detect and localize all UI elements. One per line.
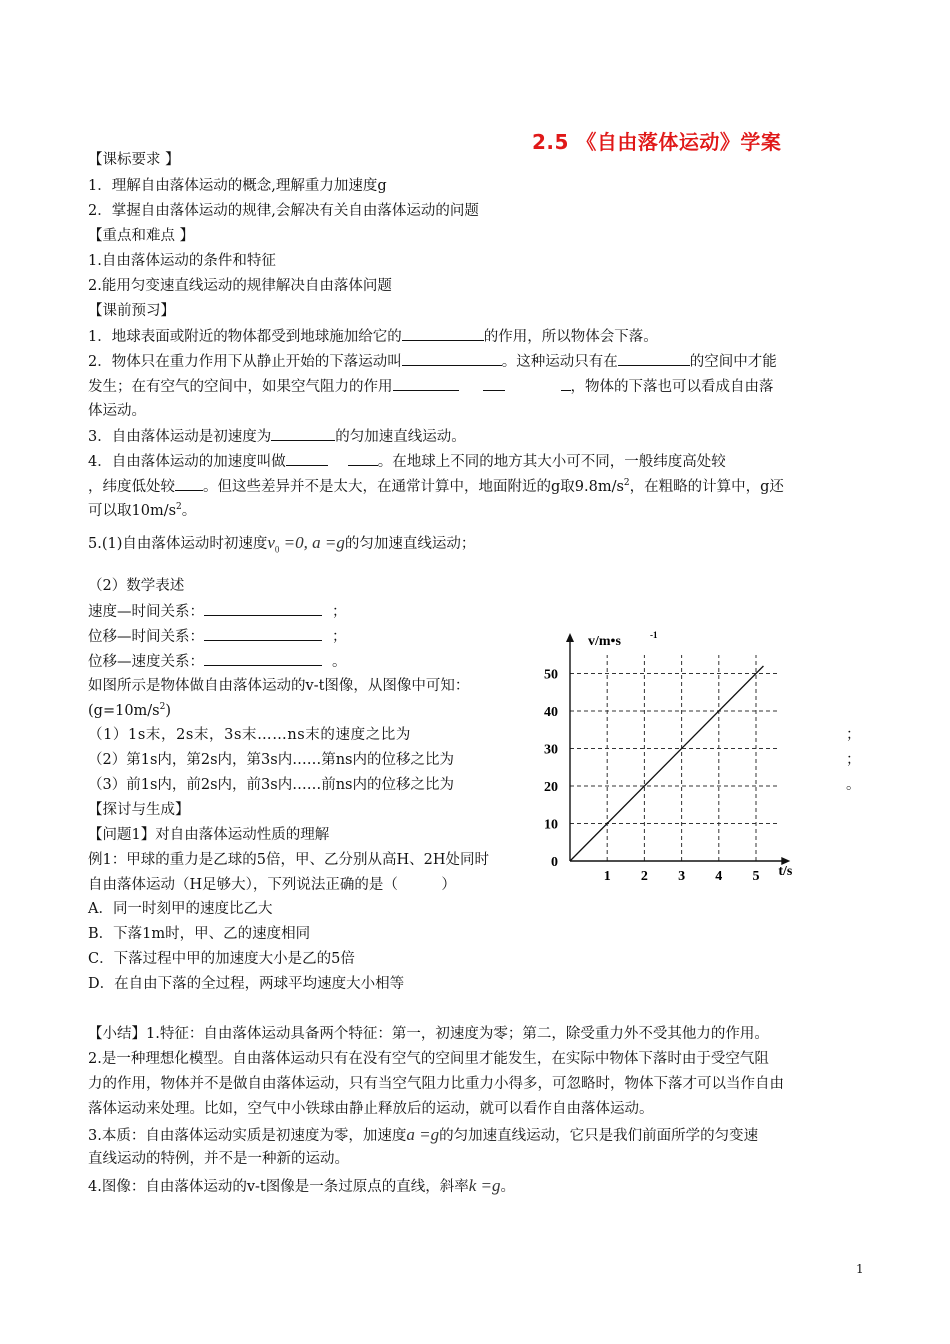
summary-7-formula: k =g xyxy=(468,1176,501,1195)
q2-blank-3[interactable] xyxy=(393,376,459,391)
requirement-2: 2．掌握自由落体运动的规律,会解决有关自由落体运动的问题 xyxy=(88,203,479,219)
preview-question-3 xyxy=(88,426,466,447)
q5-formula: $v_0 =0$, a =g xyxy=(267,533,345,555)
q4-text-c: ，纬度低处较 xyxy=(88,479,175,495)
q4-blank-1[interactable] xyxy=(286,451,328,466)
series-line-v xyxy=(570,666,763,861)
q5-text-b: 的匀加速直线运动； xyxy=(344,536,476,552)
q2-text-a: 2．物体只在重力作用下从静止开始的下落运动叫 xyxy=(88,354,402,370)
preview-question-4-end: 可以取$10m/s^2$。 xyxy=(88,502,197,519)
q2-text-b: 。这种运动只有在 xyxy=(501,354,618,370)
x-axis-label: t/s xyxy=(778,864,793,879)
q2-text-c: 的空间中才能 xyxy=(689,354,777,370)
preview-question-2 xyxy=(88,351,777,372)
summary-7-text-a: 4.图像：自由落体运动的v-t图像是一条过原点的直线，斜率 xyxy=(88,1179,469,1195)
preview-question-1 xyxy=(88,326,658,347)
displacement-time-label: 位移—时间关系： xyxy=(88,629,204,645)
g-value-text: (g=10m/s xyxy=(88,703,160,719)
option-a: A．同一时刻甲的速度比乙大 xyxy=(88,901,273,917)
problem-1-title: 【问题1】对自由落体运动性质的理解 xyxy=(88,827,330,843)
option-d: D．在自由下落的全过程，两球平均速度大小相等 xyxy=(88,976,405,992)
displacement-velocity-blank[interactable] xyxy=(204,651,322,666)
q5-math-expr-label: （2）数学表述 xyxy=(88,578,185,594)
displacement-velocity-label: 位移—速度关系： xyxy=(88,654,204,670)
preview-question-4-cont: ，纬度低处较 。但这些差异并不是太大，在通常计算中，地面附近的g取$9.8m/s^2$，在粗略的计算中，g还 xyxy=(88,476,784,497)
summary-line-7 xyxy=(88,1176,515,1197)
vt-chart xyxy=(538,630,798,890)
ratio-question-1: （1）1s末，2s末，3s末……ns末的速度之比为 xyxy=(88,727,412,743)
q4-text-a: 4．自由落体运动的加速度叫做 xyxy=(88,454,286,470)
q4-blank-2[interactable] xyxy=(348,451,378,466)
q2-blank-4[interactable] xyxy=(483,376,505,391)
requirement-1: 1．理解自由落体运动的概念,理解重力加速度g xyxy=(88,178,387,194)
origin-label: 0 xyxy=(551,855,558,870)
q4-text-g: 。 xyxy=(181,503,197,519)
x-tick-label-1: 1 xyxy=(603,869,611,884)
summary-5-text-a: 3.本质：自由落体运动实质是初速度为零，加速度 xyxy=(88,1128,407,1144)
q4-text-b: 。在地球上不同的地方其大小可不同，一般纬度高处较 xyxy=(377,454,726,470)
summary-line-3: 力的作用，物体并不是做自由落体运动，只有当空气阻力比重力小得多，可忽略时，物体下落才可以当作自由 xyxy=(88,1076,784,1092)
x-tick-label-3: 3 xyxy=(678,869,686,884)
page-title: 2.5 《自由落体运动》学案 xyxy=(532,130,782,154)
q2-text-f: 体运动。 xyxy=(88,403,146,419)
ratio-1-end: ； xyxy=(846,727,861,743)
q3-blank[interactable] xyxy=(271,426,335,441)
q1-text-b: 的作用，所以物体会下落。 xyxy=(483,329,658,345)
preview-question-5 xyxy=(88,533,475,559)
q1-blank[interactable] xyxy=(402,326,484,341)
section-header-requirements: 【课标要求 】 xyxy=(88,152,180,168)
velocity-time-label: 速度—时间关系： xyxy=(88,604,204,620)
section-header-key-points: 【重点和难点 】 xyxy=(88,228,195,244)
displacement-time-row xyxy=(88,626,347,647)
y-tick-label-20: 20 xyxy=(544,780,558,795)
velocity-time-blank[interactable] xyxy=(204,601,322,616)
q2-blank-2[interactable] xyxy=(618,351,690,366)
semicolon: ； xyxy=(332,604,347,620)
option-c: C．下落过程中甲的加速度大小是乙的5倍 xyxy=(88,951,355,967)
displacement-velocity-row xyxy=(88,651,347,672)
y-axis-label: v/m•s xyxy=(588,634,621,649)
x-tick-label-2: 2 xyxy=(640,869,648,884)
ratio-2-end: ； xyxy=(846,752,861,768)
key-point-1: 1.自由落体运动的条件和特征 xyxy=(88,253,276,269)
q3-text-a: 3．自由落体运动是初速度为 xyxy=(88,429,272,445)
figure-intro: 如图所示是物体做自由落体运动的v-t图像，从图像中可知： xyxy=(88,678,470,694)
semicolon: ； xyxy=(332,629,347,645)
section-header-discussion: 【探讨与生成】 xyxy=(88,802,190,818)
y-tick-label-10: 10 xyxy=(544,817,558,833)
example-1-line-2: 自由落体运动（H足够大），下列说法正确的是（ ） xyxy=(88,877,456,893)
y-axis-label-superscript: -1 xyxy=(650,630,658,640)
velocity-time-row xyxy=(88,601,347,622)
q2-text-e: ，物体的下落也可以看成自由落 xyxy=(570,379,774,395)
period: 。 xyxy=(332,654,347,670)
summary-line-5 xyxy=(88,1125,758,1146)
summary-line-1: 【小结】1.特征：自由落体运动具备两个特征：第一，初速度为零；第二，除受重力外不受其他力的作用。 xyxy=(88,1026,769,1042)
q4-blank-3[interactable] xyxy=(175,476,203,491)
q4-text-f: 可以取10m/s xyxy=(88,503,177,519)
preview-question-4 xyxy=(88,451,726,472)
y-tick-label-50: 50 xyxy=(544,667,558,683)
y-axis-arrow xyxy=(566,633,574,642)
summary-line-2: 2.是一种理想化模型。自由落体运动只有在没有空气的空间里才能发生，在实际中物体下落时由于受空气阻 xyxy=(88,1051,769,1067)
g-value-close: ) xyxy=(165,703,172,719)
page-number: 1 xyxy=(856,1262,864,1276)
option-b: B．下落1m时，甲、乙的速度相同 xyxy=(88,926,311,942)
preview-question-2-cont xyxy=(88,376,774,397)
q4-text-e: ，在粗略的计算中，g还 xyxy=(629,479,784,495)
x-tick-label-4: 4 xyxy=(715,869,723,884)
figure-g-value: $(g=10m/s^2)$ xyxy=(88,702,172,719)
y-tick-label-40: 40 xyxy=(544,705,558,720)
example-1-line-1: 例1：甲球的重力是乙球的5倍，甲、乙分别从高H、2H处同时 xyxy=(88,852,489,868)
q2-text-d: 发生；在有空气的空间中，如果空气阻力的作用 xyxy=(88,379,393,395)
q1-text-a: 1．地球表面或附近的物体都受到地球施加给它的 xyxy=(88,329,402,345)
q4-text-d: 。但这些差异并不是太大，在通常计算中，地面附近的g取9.8m/s xyxy=(203,479,624,495)
summary-7-text-b: 。 xyxy=(500,1179,516,1195)
q2-blank-5[interactable] xyxy=(561,376,571,391)
section-header-preview: 【课前预习】 xyxy=(88,303,175,319)
q5-text-a: 5.(1)自由落体运动时初速度 xyxy=(88,536,268,552)
summary-5-formula: a =g xyxy=(406,1125,440,1144)
ratio-question-2: （2）第1s内，第2s内，第3s内……第ns内的位移之比为 xyxy=(88,752,455,768)
summary-5-text-b: 的匀加速直线运动，它只是我们前面所学的匀变速 xyxy=(439,1128,759,1144)
ratio-3-end: 。 xyxy=(846,777,861,793)
q3-text-b: 的匀加速直线运动。 xyxy=(335,429,466,445)
q2-blank-1[interactable] xyxy=(402,351,502,366)
summary-line-6: 直线运动的特例，并不是一种新的运动。 xyxy=(88,1151,349,1167)
x-tick-label-5: 5 xyxy=(752,869,760,884)
displacement-time-blank[interactable] xyxy=(204,626,322,641)
y-tick-label-30: 30 xyxy=(544,742,558,758)
key-point-2: 2.能用匀变速直线运动的规律解决自由落体问题 xyxy=(88,278,392,294)
ratio-question-3: （3）前1s内，前2s内，前3s内……前ns内的位移之比为 xyxy=(88,777,455,793)
summary-line-4: 落体运动来处理。比如，空气中小铁球由静止释放后的运动，就可以看作自由落体运动。 xyxy=(88,1101,654,1117)
